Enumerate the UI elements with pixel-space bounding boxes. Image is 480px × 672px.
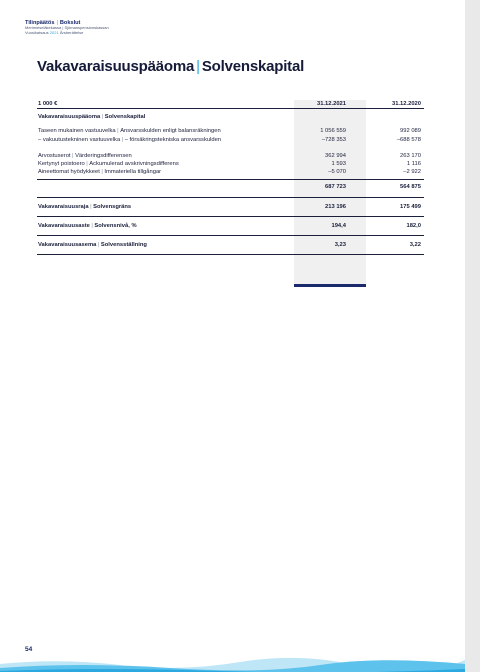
total-row: 687 723 564 875 [325, 184, 421, 191]
running-header [25, 20, 109, 35]
highlight-column-bar [294, 284, 366, 287]
footer-wave-decoration [0, 656, 465, 672]
page-edge [465, 0, 480, 672]
table-header [37, 100, 424, 108]
summary-row: Vakavaraisuusraja | Solvensgräns 213 196 175 499 [38, 203, 421, 210]
header-org: Merimieseläkekassa | Sjömanspensionskassan [25, 25, 109, 31]
header-report: Vuosikatsaus 2021 Årsberättelse [25, 29, 84, 35]
page-number: 54 [25, 646, 33, 653]
summary-rule [37, 254, 424, 255]
table-row: Kertynyt poistoero | Ackumulerad avskrivningsdifferens 1 593 1 116 [38, 160, 421, 167]
table-row: Aineettomat hyödykkeet | Immateriella tillgångar –5 070 –2 922 [38, 169, 421, 176]
page-title: Vakavaraisuuspääoma | Solvenskapital [37, 58, 305, 75]
header-section: Tilinpäätös | Bokslut [25, 20, 81, 26]
solvency-table [37, 100, 424, 255]
summary-row: Vakavaraisuusasema | Solvensställning 3,23 3,22 [38, 241, 421, 248]
section-heading: Vakavaraisuuspääoma | Solvenskapital [38, 114, 146, 121]
unit-label: 1 000 € [38, 101, 58, 107]
table-row: – vakuutustekninen vastuuvelka | – försäkringstekniska ansvarsskulden –728 353 –688 578 [38, 136, 421, 143]
col-header-2020: 31.12.2020 [391, 101, 421, 107]
summary-row: Vakavaraisuusaste | Solvensnivå, % 194,4 182,0 [38, 222, 421, 229]
col-header-2021: 31.12.2021 [316, 101, 346, 107]
table-row: Taseen mukainen vastuuvelka | Ansvarsskulden enligt balansräkningen 1 056 559 992 089 [38, 128, 421, 135]
table-row: Arvostuserot | Värderingsdifferensen 362 994 263 170 [38, 152, 421, 159]
